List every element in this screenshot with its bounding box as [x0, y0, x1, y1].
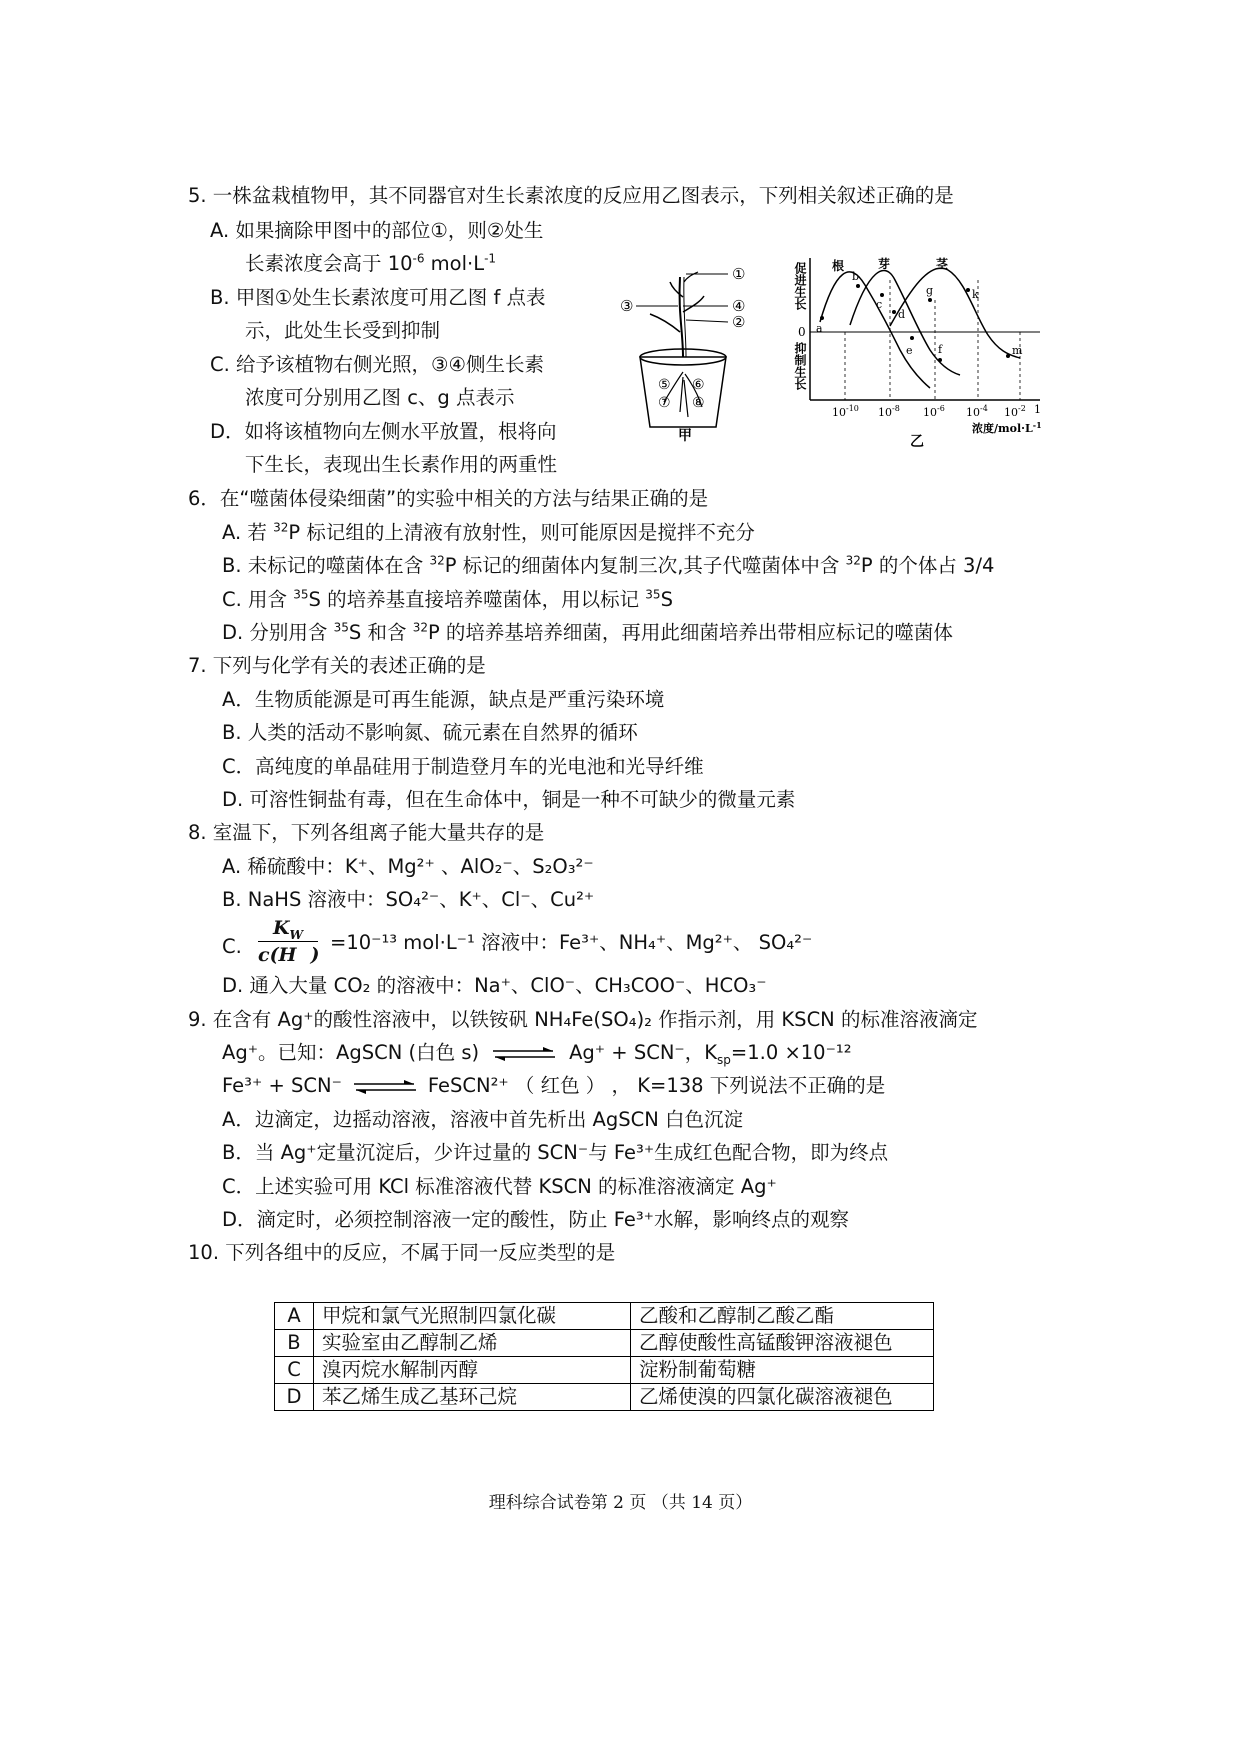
q7-option-b: B. 人类的活动不影响氮、硫元素在自然界的循环 — [222, 721, 638, 744]
table-cell: 乙酸和乙醇制乙酸乙酯 — [631, 1303, 934, 1330]
point-e: e — [906, 344, 913, 357]
page-footer: 理科综合试卷第 2 页 （共 14 页） — [488, 1493, 753, 1513]
q5-option-c-line2: 浓度可分别用乙图 c、g 点表示 — [245, 386, 515, 409]
table-row — [275, 1384, 934, 1411]
tick-1e-4: $10^{-4}$ — [966, 404, 988, 419]
figure-jia-caption: 甲 — [678, 428, 692, 444]
point-g: g — [926, 284, 934, 297]
point-f: f — [938, 343, 943, 356]
q9-stem-line1: 9. 在含有 Ag⁺的酸性溶液中，以铁铵矾 NH₄Fe(SO₄)₂ 作指示剂，用 KSCN 的标准溶液滴定 — [188, 1008, 978, 1031]
table-cell: C — [275, 1357, 314, 1384]
tick-1e-10: $10^{-10}$ — [832, 404, 859, 419]
q5-option-b-line2: 示，此处生长受到抑制 — [245, 319, 441, 342]
curve-label-stem: 茎 — [936, 257, 949, 271]
y-bottom-label: 抑制生长 — [793, 342, 807, 390]
plant-label-6: ⑥ — [692, 377, 705, 393]
q10-stem: 10. 下列各组中的反应，不属于同一反应类型的是 — [188, 1241, 616, 1264]
q5-stem: 5. 一株盆栽植物甲，其不同器官对生长素浓度的反应用乙图表示，下列相关叙述正确的是 — [188, 184, 954, 207]
plant-label-7: ⑦ — [658, 395, 671, 411]
y-zero-label: 0 — [798, 325, 806, 339]
tick-1e-6: $10^{-6}$ — [923, 404, 945, 419]
q8-option-a: A. 稀硫酸中：K⁺、Mg²⁺ 、AlO₂⁻、S₂O₃²⁻ — [222, 855, 594, 878]
tick-1e-8: $10^{-8}$ — [878, 404, 900, 419]
q8-option-b: B. NaHS 溶液中：SO₄²⁻、K⁺、Cl⁻、Cu²⁺ — [222, 888, 595, 911]
equilibrium-arrow — [489, 1047, 559, 1061]
q5-option-a-line1: A. 如果摘除甲图中的部位①，则②处生 — [210, 219, 544, 242]
q8-stem: 8. 室温下，下列各组离子能大量共存的是 — [188, 821, 545, 844]
q6-option-c: C. 用含 $^{35}$S 的培养基直接培养噬菌体，用以标记 $^{35}$S — [222, 587, 673, 611]
q9-option-b: B．当 Ag⁺定量沉淀后，少许过量的 SCN⁻与 Fe³⁺生成红色配合物，即为终点 — [222, 1141, 889, 1164]
point-k: k — [972, 288, 979, 301]
tick-1: 1 — [1034, 403, 1041, 416]
q10-options-table — [274, 1302, 934, 1411]
curve-label-bud: 芽 — [878, 257, 891, 271]
x-axis-label: 浓度$/mol\cdot L^{-1}$ — [972, 420, 1042, 435]
q8-option-c-prefix: C. — [222, 935, 242, 958]
plant-label-8: ⑧ — [692, 395, 705, 411]
y-top-label: 促进生长 — [793, 262, 807, 310]
point-c: c — [876, 298, 883, 311]
q7-stem: 7. 下列与化学有关的表述正确的是 — [188, 654, 486, 677]
figure-jia-plant — [620, 262, 778, 444]
q6-option-b: B. 未标记的噬菌体在含 $^{32}$P 标记的细菌体内复制三次,其子代噬菌体中含 $^{32}$P 的个体占 3/4 — [222, 553, 995, 577]
q8-option-c-fraction: $K_W$ c(H ) — [258, 917, 320, 966]
table-cell: 乙烯使溴的四氯化碳溶液褪色 — [631, 1384, 934, 1411]
q5-option-d-line1: D．如将该植物向左侧水平放置，根将向 — [210, 420, 557, 443]
q5-option-c-line1: C. 给予该植物右侧光照，③④侧生长素 — [210, 353, 544, 376]
table-row — [275, 1330, 934, 1357]
q9-option-d: D．滴定时，必须控制溶液一定的酸性，防止 Fe³⁺水解，影响终点的观察 — [222, 1208, 849, 1231]
equilibrium-arrow-2 — [350, 1080, 420, 1094]
table-cell: B — [275, 1330, 314, 1357]
q5-option-a-line2: 长素浓度会高于 $10^{-6}$ $mol\cdot L^{-1}$ — [245, 251, 497, 275]
q9-stem-line2: Ag⁺。已知：AgSCN (白色 s) Ag⁺ + SCN⁻，$K_{sp}=1.0 \times 10^{-12}$ — [222, 1041, 852, 1067]
table-row — [275, 1303, 934, 1330]
table-cell: 苯乙烯生成乙基环己烷 — [314, 1384, 631, 1411]
plant-label-4: ④ — [732, 297, 746, 315]
point-b: b — [852, 270, 860, 283]
figure-yi-chart — [790, 250, 1060, 450]
point-d: d — [898, 308, 906, 321]
table-cell: 甲烷和氯气光照制四氯化碳 — [314, 1303, 631, 1330]
plant-label-5: ⑤ — [658, 377, 671, 393]
q7-option-c: C．高纯度的单晶硅用于制造登月车的光电池和光导纤维 — [222, 755, 704, 778]
point-a: a — [816, 322, 823, 335]
q6-option-a: A. 若 $^{32}$P 标记组的上清液有放射性，则可能原因是搅拌不充分 — [222, 520, 755, 544]
q9-stem-line3: Fe³⁺ + SCN⁻ FeSCN²⁺ （ 红色 ） ， K=138 下列说法不正确的是 — [222, 1074, 886, 1097]
q5-option-d-line2: 下生长，表现出生长素作用的两重性 — [245, 453, 558, 476]
q8-option-c-rest: =10⁻¹³ mol·L⁻¹ 溶液中：Fe³⁺、NH₄⁺、Mg²⁺、 SO₄²⁻ — [330, 931, 813, 954]
plant-label-3: ③ — [620, 297, 634, 315]
q6-option-d: D. 分别用含 $^{35}$S 和含 $^{32}$P 的培养基培养细菌，再用此细菌培养出带相应标记的噬菌体 — [222, 620, 953, 644]
point-m: m — [1012, 344, 1023, 357]
table-cell: 实验室由乙醇制乙烯 — [314, 1330, 631, 1357]
figure-yi-caption: 乙 — [910, 434, 924, 450]
q5-option-b-line1: B. 甲图①处生长素浓度可用乙图 f 点表 — [210, 286, 546, 309]
table-row — [275, 1357, 934, 1384]
table-cell: 乙醇使酸性高锰酸钾溶液褪色 — [631, 1330, 934, 1357]
q8-option-d: D. 通入大量 CO₂ 的溶液中：Na⁺、ClO⁻、CH₃COO⁻、HCO₃⁻ — [222, 974, 767, 997]
plant-label-2: ② — [732, 313, 746, 331]
tick-1e-2: $10^{-2}$ — [1004, 404, 1026, 419]
plant-label-1: ① — [732, 265, 746, 283]
table-cell: D — [275, 1384, 314, 1411]
q7-option-a: A．生物质能源是可再生能源，缺点是严重污染环境 — [222, 688, 665, 711]
table-cell: 溴丙烷水解制丙醇 — [314, 1357, 631, 1384]
q6-stem: 6．在“噬菌体侵染细菌”的实验中相关的方法与结果正确的是 — [188, 487, 709, 510]
curve-label-root: 根 — [832, 259, 845, 273]
table-cell: A — [275, 1303, 314, 1330]
q9-option-c: C．上述实验可用 KCl 标准溶液代替 KSCN 的标准溶液滴定 Ag⁺ — [222, 1175, 777, 1198]
q7-option-d: D. 可溶性铜盐有毒，但在生命体中，铜是一种不可缺少的微量元素 — [222, 788, 796, 811]
q9-option-a: A．边滴定，边摇动溶液，溶液中首先析出 AgSCN 白色沉淀 — [222, 1108, 744, 1131]
table-cell: 淀粉制葡萄糖 — [631, 1357, 934, 1384]
